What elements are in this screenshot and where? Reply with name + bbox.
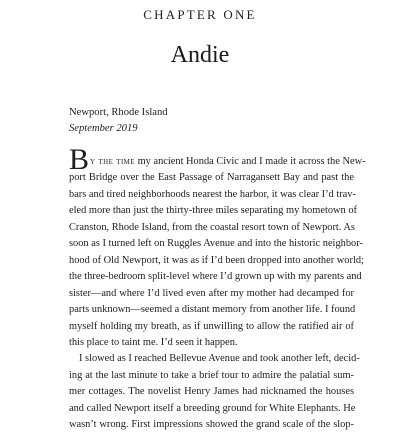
paragraph-1-line-1-text: my ancient Honda Civic and I made it across the New-	[134, 156, 366, 167]
paragraph-2-line-3: mer cottages. The novelist Henry James had nicknamed the houses	[69, 386, 354, 398]
chapter-body	[69, 143, 366, 434]
paragraph-2-line-1: I slowed as I reached Bellevue Avenue and took another left, decid-	[79, 353, 360, 365]
paragraph-1-line-2: port Bridge over the East Passage of Narragansett Bay and past the	[69, 172, 354, 184]
paragraph-1-line-10: parts unknown—seemed a distant memory from another life. I found	[69, 304, 356, 316]
paragraph-2-line-4: and called Newport itself a breeding ground for White Elephants. He	[69, 402, 356, 414]
paragraph-2	[69, 351, 360, 433]
paragraph-1-line-11: myself holding my breath, as if unwilling to allow the ratified air of	[69, 320, 354, 332]
paragraph-1-line-12: this place to taint me. I’d seen it happen.	[69, 336, 238, 348]
paragraph-1-line-7: hood of Old Newport, it was as if I’d been dropped into another world;	[69, 254, 364, 266]
chapter-label: CHAPTER ONE	[143, 7, 257, 22]
paragraph-2-line-5: wasn’t wrong. First impressions showed the grand scale of the slop-	[69, 419, 354, 431]
paragraph-1-line-6: soon as I turned left on Ruggles Avenue and into the historic neighbor-	[69, 238, 363, 250]
dateline-place: Newport, Rhode Island	[69, 107, 168, 118]
paragraph-1-line-5: Cranston, Rhode Island, from the coastal resort town of Newport. As	[69, 221, 355, 233]
paragraph-2-line-2: ing at the last minute to take a brief tour to admire the palatial sum-	[69, 369, 354, 381]
paragraph-1-line-9: sister—and where I’d lived even after my mother had decamped for	[69, 287, 354, 299]
paragraph-1-line-3: bars and tired neighborhoods nearest the harbor, it was clear I’d trav-	[69, 188, 356, 200]
opening-smallcaps: y the time	[90, 156, 135, 167]
drop-cap-letter: B	[69, 143, 90, 176]
paragraph-1	[69, 143, 366, 351]
chapter-title: Andie	[170, 42, 230, 68]
paragraph-1-line-4: eled more than just the thirty-three miles separating my hometown of	[69, 205, 357, 217]
paragraph-1-line-8: the three-bedroom split-level where I’d grown up with my parents and	[69, 271, 362, 283]
dateline-date: September 2019	[69, 123, 138, 134]
paragraph-1-line-1	[69, 143, 366, 176]
